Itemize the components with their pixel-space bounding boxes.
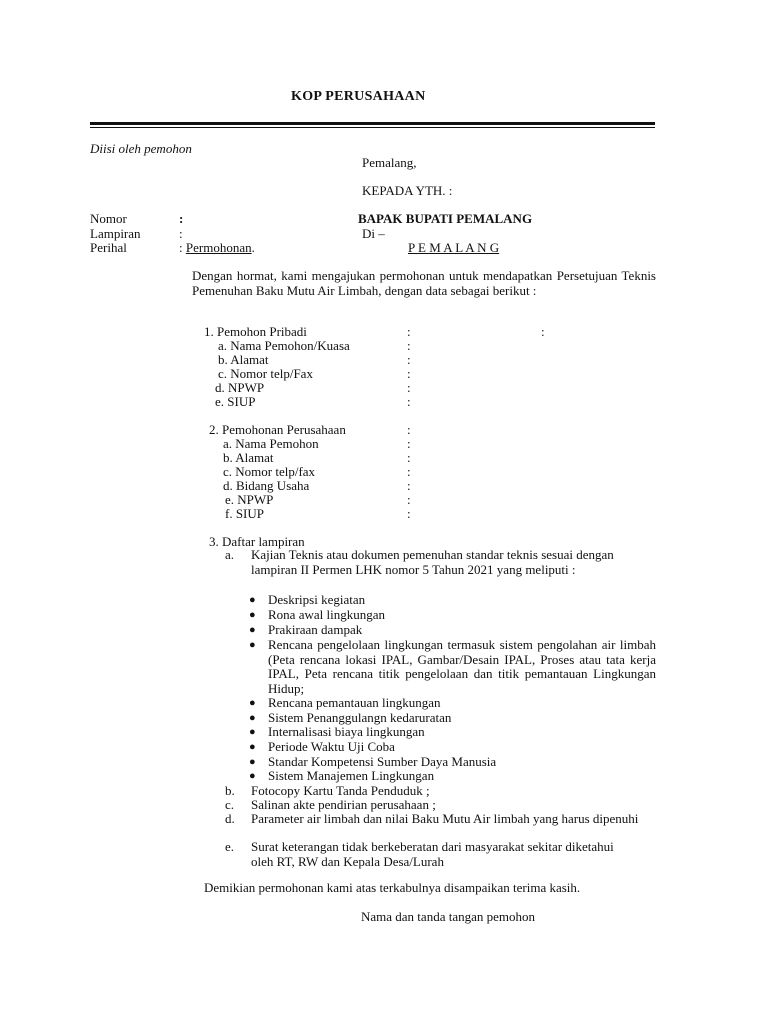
s3-b-label: b.	[225, 783, 235, 798]
s2-colon: :	[407, 478, 411, 493]
s1-item: e. SIUP	[215, 394, 256, 409]
s1-item: b. Alamat	[218, 352, 269, 367]
s3-c-text: Salinan akte pendirian perusahaan ;	[251, 797, 436, 812]
s3-bullet-item: Sistem Penanggulangn kedaruratan	[268, 710, 452, 725]
recipient-di: Di –	[362, 226, 385, 241]
bullet-icon: ●	[249, 639, 256, 651]
s1-item: c. Nomor telp/Fax	[218, 366, 313, 381]
s2-item: c. Nomor telp/fax	[223, 464, 316, 479]
s3-c-label: c.	[225, 797, 235, 812]
section1-heading: 1. Pemohon Pribadi	[204, 324, 307, 339]
s3-b-text: Fotocopy Kartu Tanda Penduduk ;	[251, 783, 430, 798]
section3-heading: 3. Daftar lampiran	[209, 534, 305, 549]
s2-item: a. Nama Pemohon	[223, 436, 319, 451]
section2-colon: :	[407, 422, 411, 437]
s2-colon: :	[407, 436, 411, 451]
intro-paragraph: Dengan hormat, kami mengajukan permohonan untuk mendapatkan Persetujuan Teknis Pemenuhan Baku Mutu Air Limbah, dengan data sebagai berikut :	[192, 268, 656, 298]
s3-e-label: e.	[225, 839, 235, 854]
lampiran-colon: :	[179, 226, 183, 241]
s3-a-text: Kajian Teknis atau dokumen pemenuhan standar teknis sesuai dengan lampiran II Permen LHK nomor 5 Tahun 2021 yang meliputi :	[251, 547, 614, 577]
recipient-name: BAPAK BUPATI PEMALANG	[358, 211, 533, 226]
perihal-value: Permohonan	[185, 240, 252, 255]
s1-item: d. NPWP	[215, 380, 265, 395]
s1-colon: :	[407, 366, 411, 381]
s3-a-label: a.	[225, 547, 235, 562]
s3-e-text: Surat keterangan tidak berkeberatan dari masyarakat sekitar diketahui oleh RT, RW dan Kepala Desa/Lurah	[251, 839, 614, 869]
s2-colon: :	[407, 492, 411, 507]
signature-label: Nama dan tanda tangan pemohon	[361, 909, 535, 924]
bullet-icon: ●	[249, 726, 256, 738]
section1-colon: :	[407, 324, 411, 339]
s3-bullet-item: Periode Waktu Uji Coba	[268, 739, 395, 754]
bullet-icon: ●	[249, 756, 256, 768]
s2-item: b. Alamat	[223, 450, 274, 465]
s3-d-text: Parameter air limbah dan nilai Baku Mutu Air limbah yang harus dipenuhi	[251, 811, 639, 826]
bullet-icon: ●	[249, 741, 256, 753]
s1-colon: :	[407, 380, 411, 395]
nomor-colon: :	[179, 211, 184, 226]
filled-by-note: Diisi oleh pemohon	[90, 141, 192, 156]
place-date: Pemalang,	[362, 155, 417, 170]
s1-colon: :	[407, 352, 411, 367]
s2-item: f. SIUP	[225, 506, 265, 521]
bullet-icon: ●	[249, 712, 256, 724]
perihal-value-line	[179, 241, 255, 255]
s3-bullet-item: Deskripsi kegiatan	[268, 592, 366, 607]
bullet-icon: ●	[249, 624, 256, 636]
s3-bullet-item: Rona awal lingkungan	[268, 607, 385, 622]
s2-colon: :	[407, 464, 411, 479]
section1-colon-right: :	[541, 324, 545, 339]
s3-bullet-item: Prakiraan dampak	[268, 622, 363, 637]
bullet-icon: ●	[249, 609, 256, 621]
closing-text: Demikian permohonan kami atas terkabulnya disampaikan terima kasih.	[204, 880, 581, 895]
s2-item: d. Bidang Usaha	[223, 478, 310, 493]
recipient-kepada: KEPADA YTH. :	[362, 183, 453, 198]
s1-colon: :	[407, 338, 411, 353]
s2-colon: :	[407, 450, 411, 465]
bullet-icon: ●	[249, 594, 256, 606]
s3-bullet-item: Rencana pengelolaan lingkungan termasuk sistem pengolahan air limbah (Peta rencana lokasi IPAL, Gambar/Desain IPAL, Proses atau tata kerja IPAL, Peta rencana titik pengelolaan dan titik pemantauan Lingkungan Hidup;	[268, 637, 656, 696]
s3-bullet-item: Standar Kompetensi Sumber Daya Manusia	[268, 754, 497, 769]
letterhead-title: KOP PERUSAHAAN	[291, 89, 426, 104]
nomor-label: Nomor	[90, 211, 127, 226]
lampiran-label: Lampiran	[90, 226, 141, 241]
bullet-icon: ●	[249, 770, 256, 782]
recipient-city: P E M A L A N G	[408, 240, 500, 255]
header-rule-thick	[90, 122, 655, 125]
s2-colon: :	[407, 506, 411, 521]
s3-d-label: d.	[225, 811, 235, 826]
s3-bullet-item: Rencana pemantauan lingkungan	[268, 695, 441, 710]
header-rule-thin	[90, 127, 655, 128]
perihal-label: Perihal	[90, 240, 127, 255]
s1-colon: :	[407, 394, 411, 409]
s3-bullet-item: Internalisasi biaya lingkungan	[268, 724, 425, 739]
bullet-icon: ●	[249, 697, 256, 709]
section2-heading: 2. Pemohonan Perusahaan	[209, 422, 346, 437]
s3-bullet-item: Sistem Manajemen Lingkungan	[268, 768, 435, 783]
perihal-end: .	[251, 240, 255, 255]
s2-item: e. NPWP	[225, 492, 274, 507]
s1-item: a. Nama Pemohon/Kuasa	[218, 338, 350, 353]
perihal-colon: :	[179, 240, 186, 255]
